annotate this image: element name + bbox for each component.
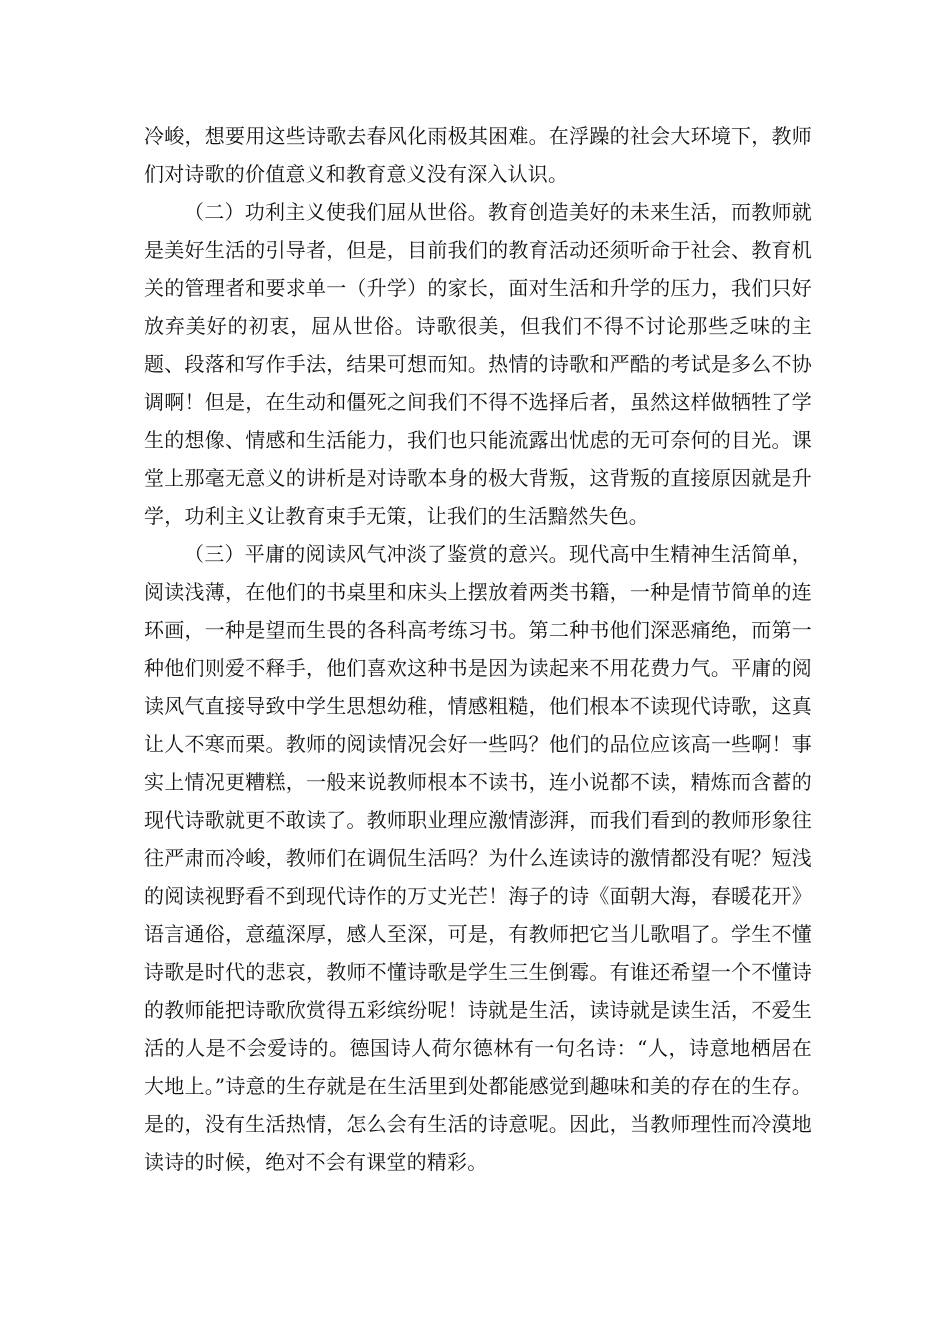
- document-body: [144, 117, 812, 1181]
- paragraph-section-two: （二）功利主义使我们屈从世俗。教育创造美好的未来生活，而教师就是美好生活的引导者，但是，目前我们的教育活动还须听命于社会、教育机关的管理者和要求单一（升学）的家长，面对生活和升学的压力，我们只好放弃美好的初衷，屈从世俗。诗歌很美，但我们不得不讨论那些乏味的主题、段落和写作手法，结果可想而知。热情的诗歌和严酷的考试是多么不协调啊！但是，在生动和僵死之间我们不得不选择后者，虽然这样做牺牲了学生的想像、情感和生活能力，我们也只能流露出忧虑的无可奈何的目光。课堂上那毫无意义的讲析是对诗歌本身的极大背叛，这背叛的直接原因就是升学，功利主义让教育束手无策，让我们的生活黯然失色。: [144, 200, 812, 528]
- paragraph-section-three: （三）平庸的阅读风气冲淡了鉴赏的意兴。现代高中生精神生活简单，阅读浅薄，在他们的书桌里和床头上摆放着两类书籍，一种是情节简单的连环画，一种是望而生畏的各科高考练习书。第二种书他们深恶痛绝，而第一种他们则爱不释手，他们喜欢这种书是因为读起来不用花费力气。平庸的阅读风气直接导致中学生思想幼稚，情感粗糙，他们根本不读现代诗歌，这真让人不寒而栗。教师的阅读情况会好一些吗？他们的品位应该高一些啊！事实上情况更糟糕，一般来说教师根本不读书，连小说都不读，精炼而含蓄的现代诗歌就更不敢读了。教师职业理应激情澎湃，而我们看到的教师形象往往严肃而冷峻，教师们在调侃生活吗？为什么连读诗的激情都没有呢？短浅的阅读视野看不到现代诗作的万丈光芒！海子的诗《面朝大海，春暖花开》语言通俗，意蕴深厚，感人至深，可是，有教师把它当儿歌唱了。学生不懂诗歌是时代的悲哀，教师不懂诗歌是学生三生倒霉。有谁还希望一个不懂诗的教师能把诗歌欣赏得五彩缤纷呢！诗就是生活，读诗就是读生活，不爱生活的人是不会爱诗的。德国诗人荷尔德林有一句名诗：“人，诗意地栖居在大地上。”诗意的生存就是在生活里到处都能感觉到趣味和美的存在的生存。是的，没有生活热情，怎么会有生活的诗意呢。因此，当教师理性而冷漠地读诗的时候，绝对不会有课堂的精彩。: [144, 542, 812, 1174]
- paragraph-continuation: 冷峻，想要用这些诗歌去春风化雨极其困难。在浮躁的社会大环境下，教师们对诗歌的价值意义和教育意义没有深入认识。: [144, 124, 812, 186]
